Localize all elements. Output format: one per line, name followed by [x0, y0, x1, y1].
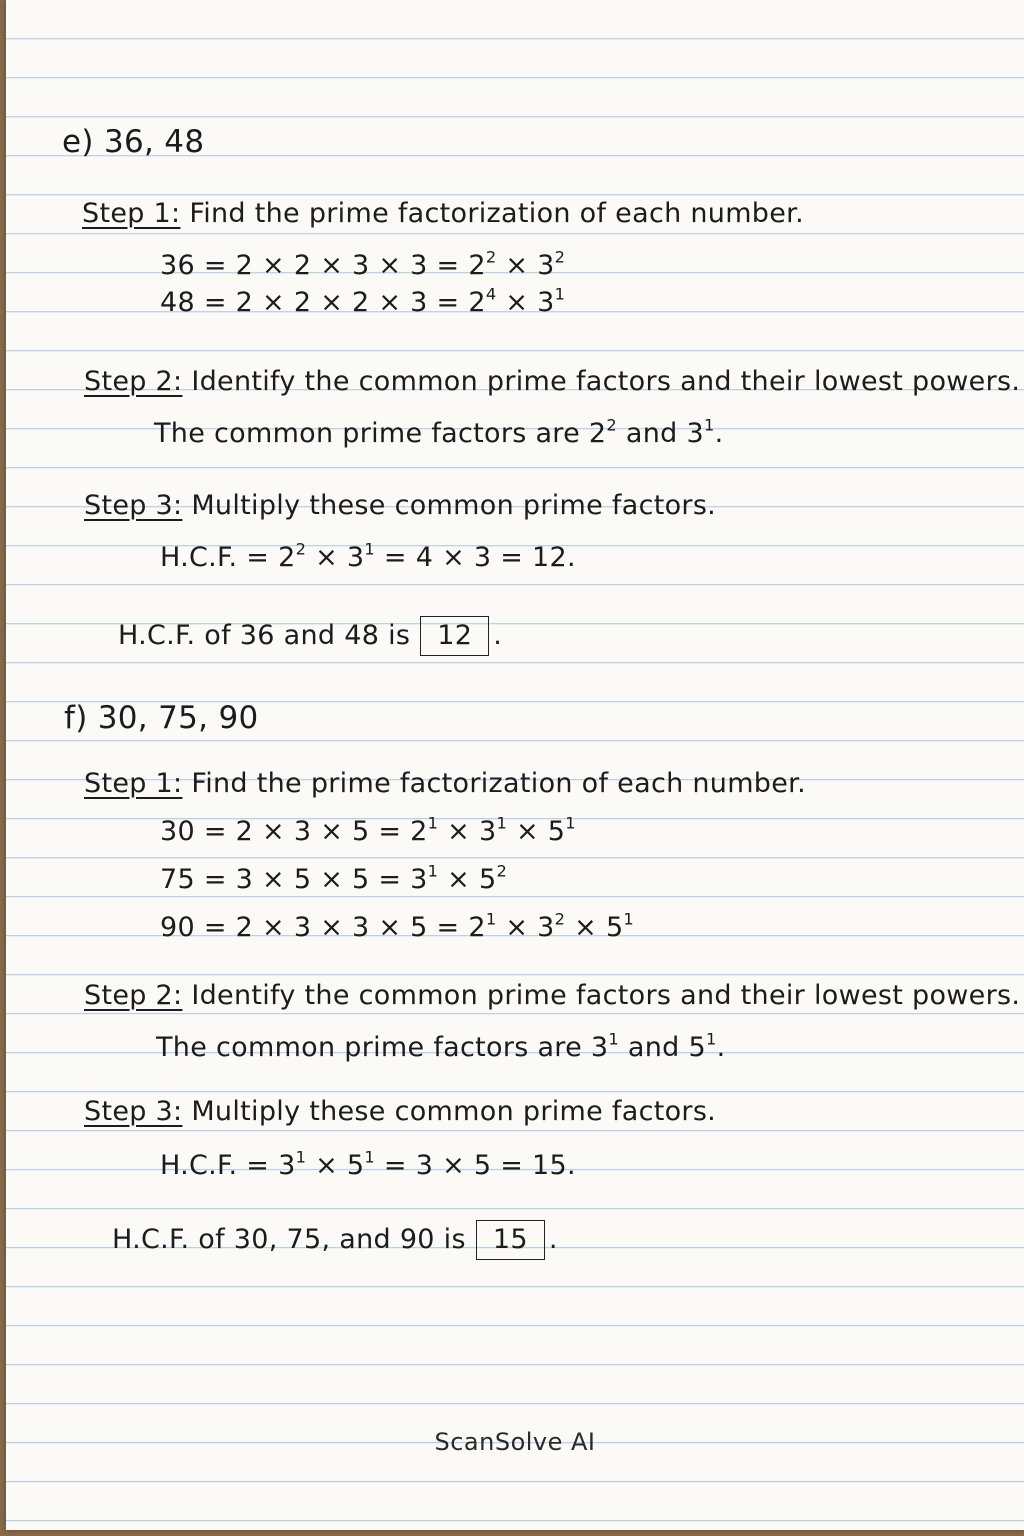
times-sign: ×: [438, 864, 479, 895]
power-exponent: 1: [623, 909, 635, 929]
final-answer: [118, 616, 502, 656]
power-term: [547, 813, 576, 847]
factor: [590, 1029, 620, 1063]
times-sign: ×: [565, 912, 606, 943]
power-base: 2: [468, 912, 486, 943]
power-term: [346, 539, 376, 573]
step-label: Step 3:: [84, 490, 183, 521]
power-exponent: 1: [565, 813, 576, 833]
power-base: 3: [590, 1032, 609, 1063]
times-sign: ×: [306, 542, 347, 573]
times-sign: ×: [438, 816, 479, 847]
factorization-line: [160, 861, 508, 895]
step-heading: [84, 768, 806, 799]
power-exponent: 2: [554, 247, 566, 267]
power-term: [478, 813, 508, 847]
conjunction: and: [625, 418, 678, 449]
number: 30: [160, 816, 195, 847]
number: 48: [160, 287, 195, 318]
power-base: 5: [547, 816, 566, 847]
final-answer: [112, 1220, 558, 1260]
hcf-calculation: [160, 1147, 576, 1181]
hcf-tail: = 3 × 5 = 15.: [383, 1150, 576, 1181]
step-label: Step 1:: [84, 768, 183, 799]
step-label: Step 1:: [82, 198, 181, 229]
problem-numbers: 36, 48: [103, 124, 205, 160]
power-base: 2: [410, 816, 428, 847]
expansion: = 2 × 2 × 3 × 3 =: [203, 250, 460, 281]
power-base: 5: [605, 912, 624, 943]
step-text: Multiply these common prime factors.: [191, 490, 717, 521]
brand-watermark: ScanSolve AI: [434, 1428, 596, 1456]
power-base: 3: [346, 542, 365, 573]
power-term: [537, 284, 566, 318]
power-form: [468, 247, 566, 281]
factorization-line: [160, 284, 566, 318]
answer-box: 15: [476, 1220, 545, 1260]
times-sign: ×: [507, 816, 548, 847]
hcf-tail: = 4 × 3 = 12.: [383, 542, 576, 573]
hcf-calculation: [160, 539, 576, 573]
power-term: [688, 1029, 717, 1063]
power-exponent: 1: [703, 415, 715, 435]
problem-heading: [64, 700, 259, 736]
expansion: = 2 × 2 × 2 × 3 =: [203, 287, 460, 318]
power-exponent: 2: [295, 539, 307, 559]
step-text: Identify the common prime factors and their lowest powers.: [191, 366, 1021, 397]
answer-box: 12: [420, 616, 489, 656]
power-form: [468, 909, 635, 943]
times-sign: ×: [496, 912, 538, 943]
power-base: 3: [537, 912, 555, 943]
power-term: [590, 1029, 620, 1063]
power-term: [468, 909, 497, 943]
power-exponent: 1: [427, 861, 439, 881]
hcf-prefix: H.C.F. =: [160, 542, 270, 573]
period: .: [548, 1224, 558, 1255]
step-heading: [84, 366, 1020, 397]
power-base: 3: [686, 418, 704, 449]
power-exponent: 2: [496, 861, 508, 881]
step-text: Identify the common prime factors and their lowest powers.: [191, 980, 1021, 1011]
power-base: 2: [468, 250, 486, 281]
common-factors-statement: [154, 415, 724, 449]
step-heading: [84, 1096, 716, 1127]
power-form: [468, 284, 566, 318]
period: .: [716, 1032, 726, 1063]
power-form: [278, 1147, 376, 1181]
expansion: = 2 × 3 × 3 × 5 =: [203, 912, 460, 943]
step-text: Find the prime factorization of each number.: [189, 198, 804, 229]
factor: [588, 415, 618, 449]
power-term: [588, 415, 618, 449]
number: 75: [160, 864, 195, 895]
expansion: = 2 × 3 × 5 =: [203, 816, 402, 847]
power-form: [410, 861, 508, 895]
common-factors-statement: [156, 1029, 726, 1063]
answer-text: H.C.F. of 36 and 48 is: [118, 620, 411, 651]
power-base: 3: [537, 287, 555, 318]
expansion: = 3 × 5 × 5 =: [203, 864, 402, 895]
notebook-page: [6, 0, 1024, 1530]
power-base: 2: [588, 418, 607, 449]
times-sign: ×: [496, 250, 538, 281]
step-heading: [82, 198, 804, 229]
power-term: [410, 813, 439, 847]
power-term: [537, 909, 566, 943]
statement-text: The common prime factors are: [156, 1032, 583, 1063]
power-term: [410, 861, 439, 895]
step-text: Find the prime factorization of each number.: [191, 768, 806, 799]
period: .: [493, 620, 503, 651]
step-label: Step 2:: [84, 980, 183, 1011]
power-base: 2: [278, 542, 296, 573]
statement-text: The common prime factors are: [154, 418, 581, 449]
power-base: 5: [478, 864, 497, 895]
power-exponent: 1: [364, 539, 376, 559]
step-label: Step 2:: [84, 366, 183, 397]
power-term: [278, 1147, 307, 1181]
power-exponent: 1: [705, 1029, 717, 1049]
power-term: [605, 909, 635, 943]
factor: [686, 415, 715, 449]
step-heading: [84, 980, 1020, 1011]
power-exponent: 1: [554, 284, 566, 304]
power-exponent: 1: [364, 1147, 376, 1167]
power-base: 5: [346, 1150, 365, 1181]
problem-heading: [62, 124, 204, 160]
power-exponent: 1: [608, 1029, 620, 1049]
power-base: 3: [278, 1150, 296, 1181]
power-exponent: 1: [295, 1147, 307, 1167]
power-term: [537, 247, 566, 281]
times-sign: ×: [496, 287, 538, 318]
hcf-prefix: H.C.F. =: [160, 1150, 270, 1181]
power-exponent: 2: [554, 909, 566, 929]
step-heading: [84, 490, 716, 521]
power-term: [346, 1147, 376, 1181]
power-term: [468, 247, 497, 281]
power-term: [278, 539, 307, 573]
factor: [688, 1029, 717, 1063]
power-base: 3: [478, 816, 497, 847]
number: 36: [160, 250, 195, 281]
power-form: [410, 813, 576, 847]
factorization-line: [160, 813, 576, 847]
conjunction: and: [627, 1032, 680, 1063]
power-exponent: 1: [485, 909, 497, 929]
power-exponent: 2: [606, 415, 618, 435]
power-term: [468, 284, 497, 318]
power-base: 3: [410, 864, 428, 895]
step-text: Multiply these common prime factors.: [191, 1096, 717, 1127]
power-exponent: 1: [496, 813, 508, 833]
period: .: [714, 418, 724, 449]
problem-label: f): [64, 700, 88, 736]
power-base: 2: [468, 287, 486, 318]
power-exponent: 1: [427, 813, 439, 833]
times-sign: ×: [306, 1150, 347, 1181]
power-term: [686, 415, 715, 449]
factorization-line: [160, 247, 566, 281]
problem-numbers: 30, 75, 90: [97, 700, 259, 736]
problem-label: e): [62, 124, 94, 160]
power-exponent: 2: [485, 247, 497, 267]
factorization-line: [160, 909, 635, 943]
power-base: 3: [537, 250, 555, 281]
power-base: 5: [688, 1032, 706, 1063]
step-label: Step 3:: [84, 1096, 183, 1127]
answer-text: H.C.F. of 30, 75, and 90 is: [112, 1224, 466, 1255]
power-term: [478, 861, 508, 895]
number: 90: [160, 912, 195, 943]
power-form: [278, 539, 376, 573]
power-exponent: 4: [485, 284, 497, 304]
